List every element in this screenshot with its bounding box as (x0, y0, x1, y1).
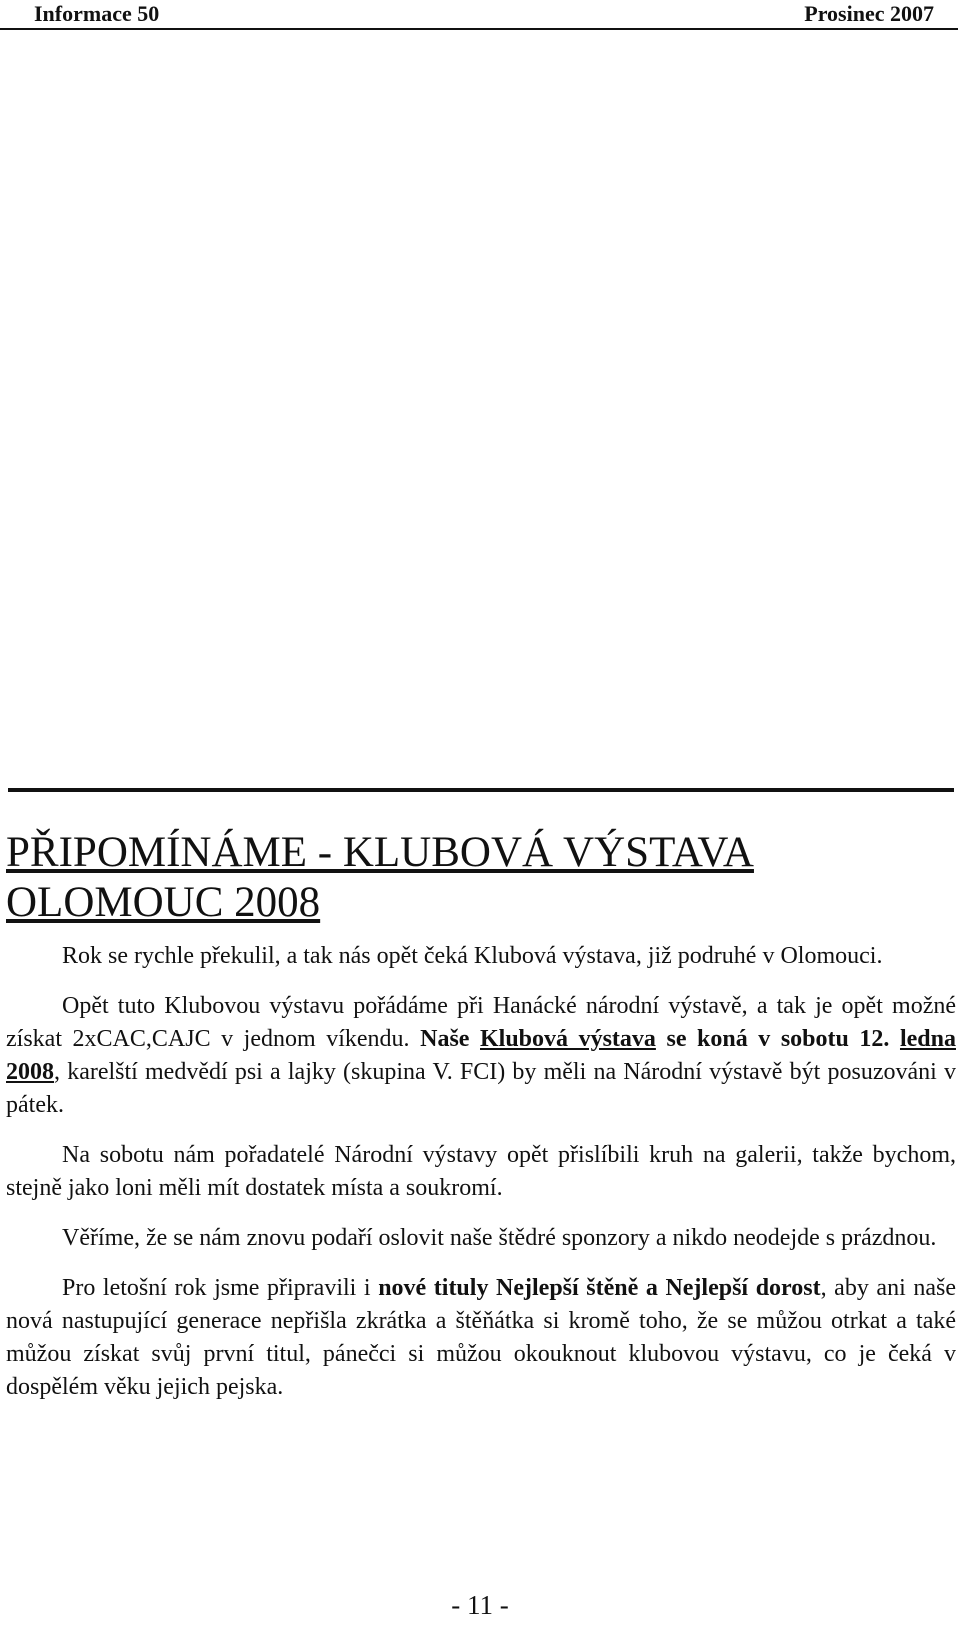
paragraph-5-text-start: Pro letošní rok jsme připravili i (62, 1275, 379, 1301)
paragraph-2-text-start: Opět tuto Klubovou výstavu pořádáme při Hanácké národní výstavě, a tak je opět možné získat 2xCAC,CAJC v jednom víkendu. (6, 993, 956, 1052)
article-paragraph-2 (6, 990, 956, 1122)
article-paragraph-5 (6, 1272, 956, 1404)
paragraph-2-bold-date-prefix: se koná v sobotu 12. (655, 1026, 900, 1052)
article-body (6, 940, 956, 1404)
paragraph-2-bold-start: Naše (420, 1026, 480, 1052)
page-header (0, 0, 958, 30)
page-number: - 11 - (451, 1590, 509, 1620)
paragraph-2-text-end: , karelští medvědí psi a lajky (skupina V. FCI) by měli na Národní výstavě být posuzováni v pátek. (6, 1059, 956, 1118)
article-paragraph-1: Rok se rychle překulil, a tak nás opět čeká Klubová výstava, již podruhé v Olomouci. (62, 943, 883, 969)
article-paragraph-4: Věříme, že se nám znovu podaří oslovit naše štědré sponzory a nikdo neodejde s prázdnou. (62, 1225, 937, 1251)
article-paragraph-3: Na sobotu nám pořadatelé Národní výstavy opět přislíbili kruh na galerii, takže bychom, stejně jako loni měli mít dostatek místa a soukromí. (6, 1142, 956, 1201)
date-label: Prosinec 2007 (804, 1, 934, 26)
article-title: PŘIPOMÍNÁME - KLUBOVÁ VÝSTAVA OLOMOUC 2008 (6, 829, 754, 926)
paragraph-2-bold-underlined-show-name: Klubová výstava (480, 1026, 656, 1052)
paragraph-5-text-end: , aby ani naše nová nastupující generace nepřišla zkrátka a štěňátka si kromě toho, že se můžou otrkat a také můžou získat svůj první titul, pánečci si můžou okouknout klubovou výstavu, co je čeká v dospělém věku jejich pejska. (6, 1275, 956, 1400)
issue-label: Informace 50 (34, 1, 160, 26)
section-divider (8, 788, 954, 792)
paragraph-5-bold-title: nové tituly Nejlepší štěně a Nejlepší dorost (378, 1275, 821, 1301)
paragraph-2-bold-underlined-date: ledna 2008 (6, 1026, 956, 1085)
